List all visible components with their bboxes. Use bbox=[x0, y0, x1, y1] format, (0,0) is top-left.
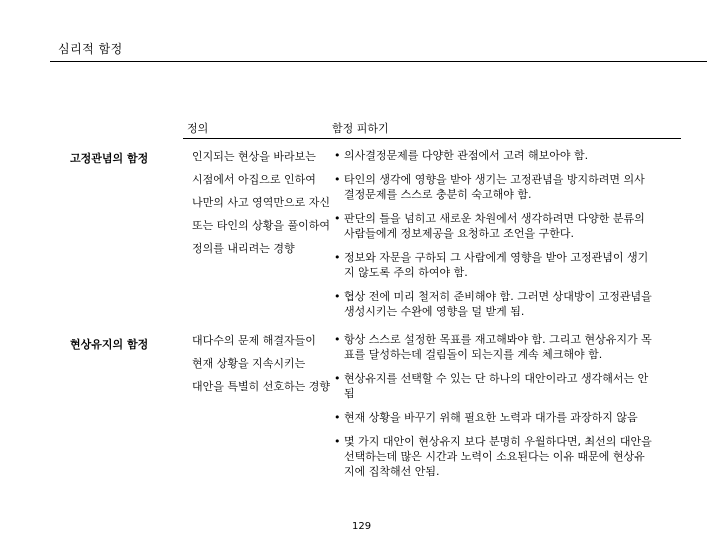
list-item: • 타인의 생각에 영향을 받아 생기는 고정관념을 방지하려면 의사결정문제를 스스로 충분히 숙고해야 함. bbox=[334, 172, 652, 202]
trap-name-status-quo: 현상유지의 함정 bbox=[70, 338, 149, 351]
list-item: • 협상 전에 미리 철저히 준비해야 함. 그러면 상대방이 고정관념을 생성시키는 수완에 영향을 덜 받게 됨. bbox=[334, 289, 652, 319]
list-item: • 정보와 자문을 구하되 그 사람에게 영향을 받아 고정관념이 생기지 않도록 주의 하여야 함. bbox=[334, 250, 652, 280]
header-divider bbox=[183, 138, 681, 139]
list-item: • 항상 스스로 설정한 목표를 재고해봐야 함. 그리고 현상유지가 목표를 달성하는데 걸림돌이 되는지를 계속 체크해야 함. bbox=[334, 332, 652, 362]
trap-definition-status-quo: 대다수의 문제 해결자들이 현재 상황을 지속시키는 대안을 특별히 선호하는 경향 bbox=[192, 334, 331, 393]
avoidance-column-header: 함정 피하기 bbox=[332, 122, 389, 135]
list-item: • 현상유지를 선택할 수 있는 단 하나의 대안이라고 생각해서는 안 됨 bbox=[334, 371, 652, 401]
definition-column-header: 정의 bbox=[187, 122, 209, 135]
list-item: • 판단의 틀을 넘히고 새로운 차원에서 생각하려면 다양한 분류의 사람들에게 정보제공을 요청하고 조언을 구한다. bbox=[334, 211, 652, 241]
page-number: 129 bbox=[352, 521, 372, 532]
avoidance-list-status-quo bbox=[334, 332, 652, 488]
trap-definition-stereotype: 인지되는 현상을 바라보는 시점에서 아집으로 인하여 나만의 사고 영역만으로 자신 또는 타인의 상황을 풀이하여 정의를 내리려는 경향 bbox=[192, 150, 331, 255]
list-item: • 현재 상황을 바꾸기 위해 필요한 노력과 대가를 과장하지 않음 bbox=[334, 410, 652, 425]
page-title: 심리적 함정 bbox=[58, 42, 123, 56]
trap-name-stereotype: 고정관념의 함정 bbox=[70, 152, 149, 165]
list-item: • 몇 가지 대안이 현상유지 보다 분명히 우월하다면, 최선의 대안을 선택하는데 많은 시간과 노력이 소요된다는 이유 때문에 현상유지에 집착해선 안됨. bbox=[334, 434, 652, 479]
title-divider bbox=[50, 61, 707, 62]
list-item: • 의사결정문제를 다양한 관점에서 고려 해보아야 함. bbox=[334, 148, 652, 163]
avoidance-list-stereotype bbox=[334, 148, 652, 328]
